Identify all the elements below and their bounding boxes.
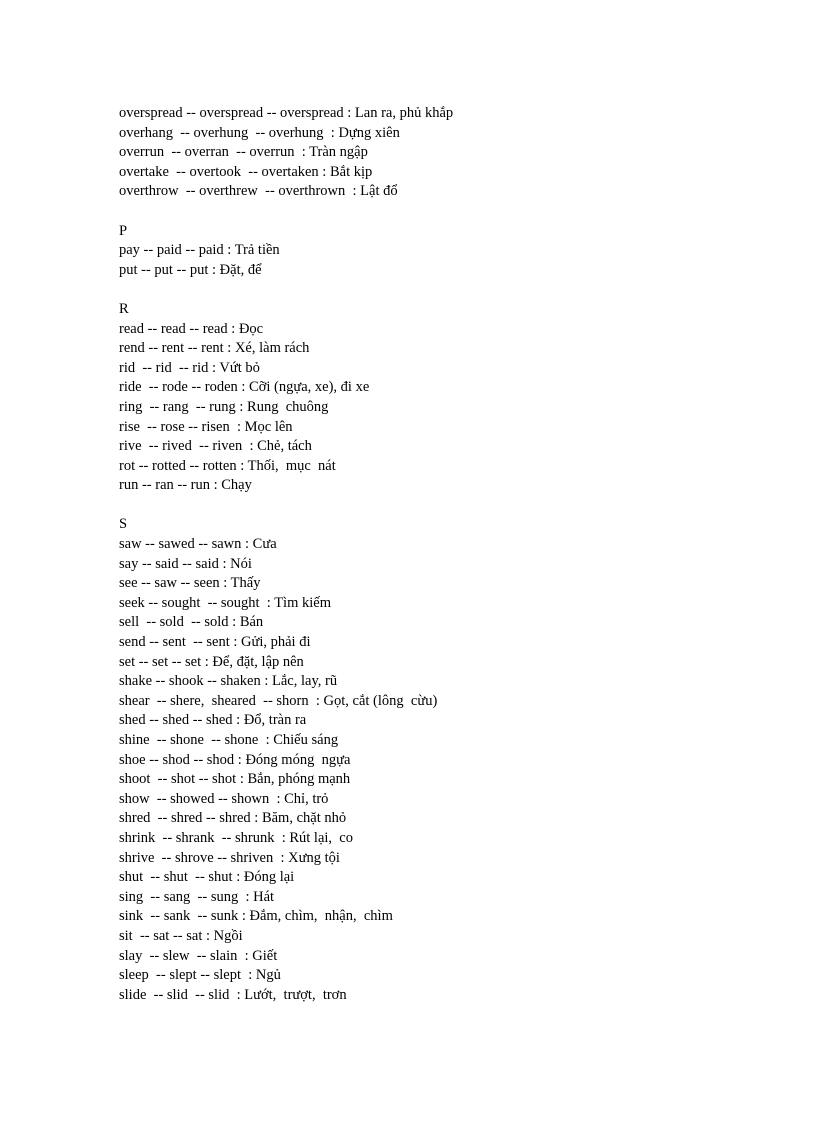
entry-line: shrink -- shrank -- shrunk : Rút lại, co (119, 829, 353, 846)
entry-line: rive -- rived -- riven : Chẻ, tách (119, 438, 312, 455)
section-r (119, 300, 719, 496)
entry-line: run -- ran -- run : Chạy (119, 477, 252, 494)
entry-line: sink -- sank -- sunk : Đắm, chìm, nhận, chìm (119, 908, 393, 925)
entry-line: pay -- paid -- paid : Trả tiền (119, 242, 280, 259)
entry-line: say -- said -- said : Nói (119, 555, 252, 572)
entry-line: shake -- shook -- shaken : Lắc, lay, rũ (119, 673, 338, 690)
entry-line: see -- saw -- seen : Thấy (119, 575, 261, 592)
section-s (119, 515, 719, 1005)
entry-line: shear -- shere, sheared -- shorn : Gọt, cắt (lông cừu) (119, 692, 438, 709)
section-letter: R (119, 300, 129, 317)
section-letter: S (119, 516, 128, 533)
section-gap (119, 496, 719, 516)
entry-line: sleep -- slept -- slept : Ngủ (119, 967, 281, 984)
section-gap (119, 202, 719, 222)
document-page (119, 104, 719, 1005)
entry-line: send -- sent -- sent : Gửi, phải đi (119, 634, 311, 651)
entry-line: show -- showed -- shown : Chỉ, trỏ (119, 790, 329, 807)
entry-line: sell -- sold -- sold : Bán (119, 614, 264, 631)
entry-line: rend -- rent -- rent : Xé, làm rách (119, 340, 310, 357)
entry-line: rise -- rose -- risen : Mọc lên (119, 418, 293, 435)
section-gap (119, 280, 719, 300)
entry-line: shred -- shred -- shred : Băm, chặt nhỏ (119, 810, 347, 827)
entry-line: overthrow -- overthrew -- overthrown : Lật đổ (119, 183, 398, 200)
entry-line: shoe -- shod -- shod : Đóng móng ngựa (119, 751, 351, 768)
entry-line: overspread -- overspread -- overspread : Lan ra, phủ khắp (119, 105, 454, 121)
entry-line: saw -- sawed -- sawn : Cưa (119, 536, 277, 553)
entry-line: read -- read -- read : Đọc (119, 320, 264, 337)
entry-line: shut -- shut -- shut : Đóng lại (119, 869, 295, 886)
entry-line: sit -- sat -- sat : Ngồi (119, 927, 243, 944)
entry-line: rot -- rotted -- rotten : Thối, mục nát (119, 457, 336, 474)
entry-line: put -- put -- put : Đặt, để (119, 261, 262, 278)
entry-line: slide -- slid -- slid : Lướt, trượt, trơn (119, 986, 347, 1003)
section-o-continued (119, 104, 719, 202)
entry-line: seek -- sought -- sought : Tìm kiếm (119, 594, 331, 611)
entry-line: overhang -- overhung -- overhung : Dựng xiên (119, 124, 400, 141)
entry-line: shrive -- shrove -- shriven : Xưng tội (119, 849, 340, 866)
entry-line: shine -- shone -- shone : Chiếu sáng (119, 732, 339, 748)
section-letter: P (119, 222, 128, 239)
entry-line: overtake -- overtook -- overtaken : Bắt kịp (119, 163, 373, 180)
entry-line: shed -- shed -- shed : Đổ, tràn ra (119, 712, 307, 729)
section-p (119, 222, 719, 281)
entry-line: overrun -- overran -- overrun : Tràn ngập (119, 144, 368, 161)
entry-line: shoot -- shot -- shot : Bắn, phóng mạnh (119, 771, 351, 788)
entry-line: ring -- rang -- rung : Rung chuông (119, 398, 329, 415)
entry-line: rid -- rid -- rid : Vứt bỏ (119, 359, 260, 376)
entry-line: slay -- slew -- slain : Giết (119, 947, 278, 964)
entry-line: ride -- rode -- roden : Cỡi (ngựa, xe), đi xe (119, 379, 370, 396)
entry-line: set -- set -- set : Để, đặt, lập nên (119, 653, 304, 670)
entry-line: sing -- sang -- sung : Hát (119, 888, 275, 905)
